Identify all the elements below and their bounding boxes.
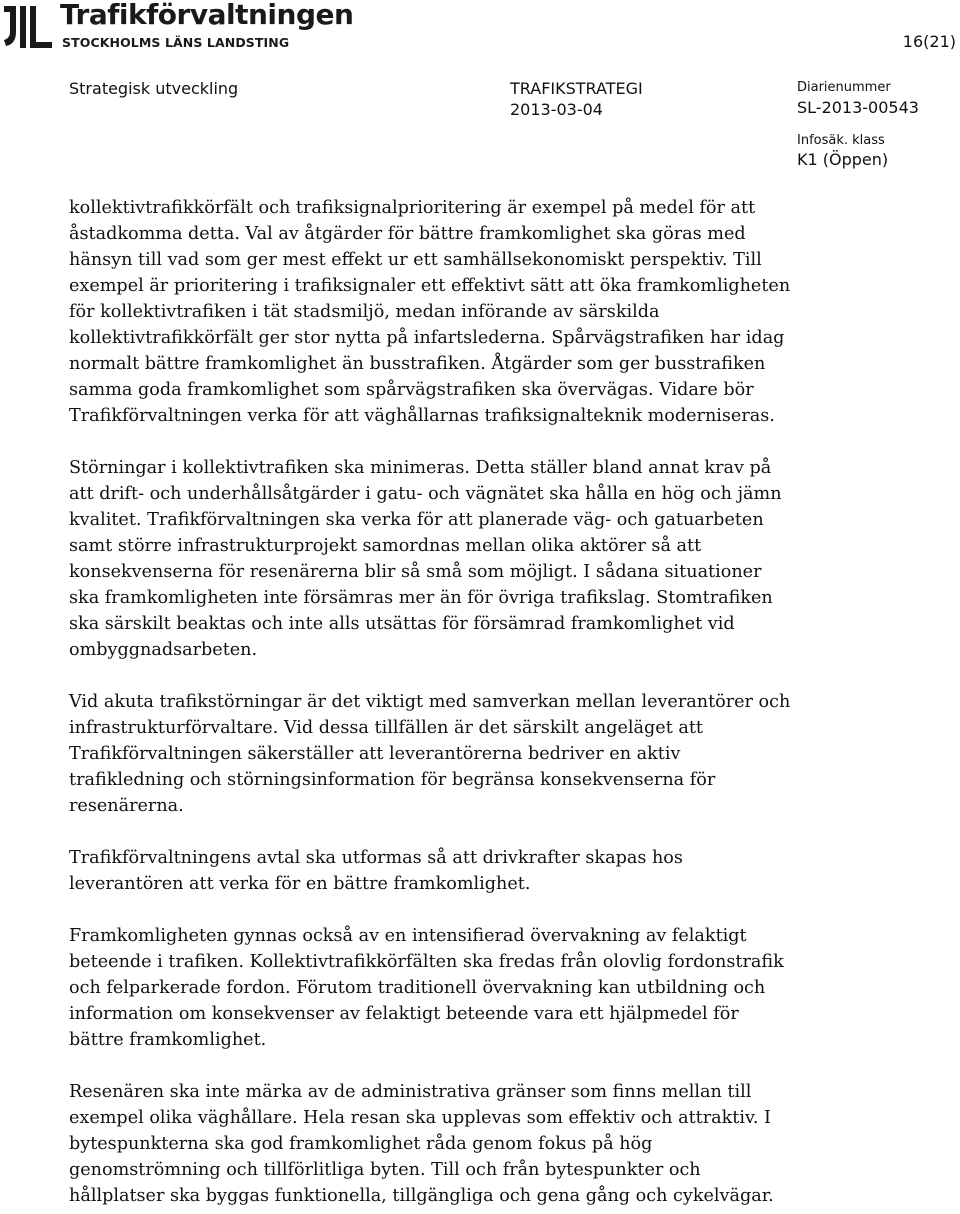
paragraph bbox=[69, 689, 829, 819]
infosak-value: K1 (Öppen) bbox=[797, 150, 889, 169]
text-line: exempel är prioritering i trafiksignaler ett effektivt sätt att öka framkomligheten bbox=[69, 276, 791, 296]
text-line: beteende i trafiken. Kollektivtrafikkörfälten ska fredas från olovlig fordonstrafik bbox=[69, 952, 784, 972]
department-label: Strategisk utveckling bbox=[69, 79, 239, 98]
text-line: Störningar i kollektivtrafiken ska minimeras. Detta ställer bland annat krav på bbox=[69, 458, 772, 478]
text-line: kollektivtrafikkörfält ger stor nytta på infartslederna. Spårvägstrafiken har idag bbox=[69, 328, 785, 348]
text-line: ombyggnadsarbeten. bbox=[69, 640, 258, 660]
paragraph bbox=[69, 923, 829, 1053]
text-line: ska framkomligheten inte försämras mer än för övriga trafikslag. Stomtrafiken bbox=[69, 588, 773, 608]
text-line: exempel olika väghållare. Hela resan ska upplevas som effektiv och attraktiv. I bbox=[69, 1108, 771, 1128]
text-line: hållplatser ska byggas funktionella, tillgängliga och gena gång och cykelvägar. bbox=[69, 1186, 774, 1206]
diarienummer-value: SL-2013-00543 bbox=[797, 98, 919, 117]
paragraph bbox=[69, 195, 829, 429]
text-line: resenärerna. bbox=[69, 796, 184, 816]
paragraph bbox=[69, 1079, 829, 1209]
text-line: leverantören att verka för en bättre framkomlighet. bbox=[69, 874, 531, 894]
logo-mark-icon bbox=[2, 2, 56, 52]
text-line: Framkomligheten gynnas också av en intensifierad övervakning av felaktigt bbox=[69, 926, 747, 946]
text-line: infrastrukturförvaltare. Vid dessa tillfällen är det särskilt angeläget att bbox=[69, 718, 703, 738]
paragraph bbox=[69, 455, 829, 663]
text-line: genomströmning och tillförlitliga byten. Till och från bytespunkter och bbox=[69, 1160, 701, 1180]
text-line: normalt bättre framkomlighet än busstrafiken. Åtgärder som ger busstrafiken bbox=[69, 354, 766, 374]
text-line: bättre framkomlighet. bbox=[69, 1030, 267, 1050]
document-title: TRAFIKSTRATEGI bbox=[510, 79, 643, 98]
text-line: hänsyn till vad som ger mest effekt ur ett samhällsekonomiskt perspektiv. Till bbox=[69, 250, 762, 270]
text-line: konsekvenserna för resenärerna blir så små som möjligt. I sådana situationer bbox=[69, 562, 762, 582]
text-line: bytespunkterna ska god framkomlighet råda genom fokus på hög bbox=[69, 1134, 653, 1154]
text-line: kollektivtrafikkörfält och trafiksignalprioritering är exempel på medel för att bbox=[69, 198, 756, 218]
text-line: information om konsekvenser av felaktigt beteende vara ett hjälpmedel för bbox=[69, 1004, 739, 1024]
logo-name: Trafikförvaltningen bbox=[60, 0, 354, 31]
document-body bbox=[69, 195, 829, 1209]
text-line: Trafikförvaltningen verka för att väghållarnas trafiksignalteknik moderniseras. bbox=[69, 406, 775, 426]
text-line: att drift- och underhållsåtgärder i gatu- och vägnätet ska hålla en hög och jämn bbox=[69, 484, 782, 504]
organization-logo bbox=[0, 0, 354, 54]
text-line: för kollektivtrafiken i tät stadsmiljö, medan införande av särskilda bbox=[69, 302, 660, 322]
text-line: Resenären ska inte märka av de administrativa gränser som finns mellan till bbox=[69, 1082, 752, 1102]
text-line: åstadkomma detta. Val av åtgärder för bättre framkomlighet ska göras med bbox=[69, 224, 746, 244]
text-line: ska särskilt beaktas och inte alls utsättas för försämrad framkomlighet vid bbox=[69, 614, 735, 634]
text-line: och felparkerade fordon. Förutom traditionell övervakning kan utbildning och bbox=[69, 978, 766, 998]
text-line: trafikledning och störningsinformation för begränsa konsekvenserna för bbox=[69, 770, 716, 790]
logo-subtitle: STOCKHOLMS LÄNS LANDSTING bbox=[62, 35, 290, 50]
page-number: 16(21) bbox=[902, 32, 956, 51]
paragraph bbox=[69, 845, 829, 897]
text-line: samt större infrastrukturprojekt samordnas mellan olika aktörer så att bbox=[69, 536, 702, 556]
text-line: Vid akuta trafikstörningar är det viktigt med samverkan mellan leverantörer och bbox=[69, 692, 791, 712]
text-line: samma goda framkomlighet som spårvägstrafiken ska övervägas. Vidare bör bbox=[69, 380, 754, 400]
text-line: Trafikförvaltningens avtal ska utformas så att drivkrafter skapas hos bbox=[69, 848, 683, 868]
infosak-label: Infosäk. klass bbox=[797, 133, 885, 148]
text-line: Trafikförvaltningen säkerställer att leverantörerna bedriver en aktiv bbox=[69, 744, 681, 764]
document-date: 2013-03-04 bbox=[510, 100, 603, 119]
diarienummer-label: Diarienummer bbox=[797, 80, 891, 95]
text-line: kvalitet. Trafikförvaltningen ska verka för att planerade väg- och gatuarbeten bbox=[69, 510, 764, 530]
